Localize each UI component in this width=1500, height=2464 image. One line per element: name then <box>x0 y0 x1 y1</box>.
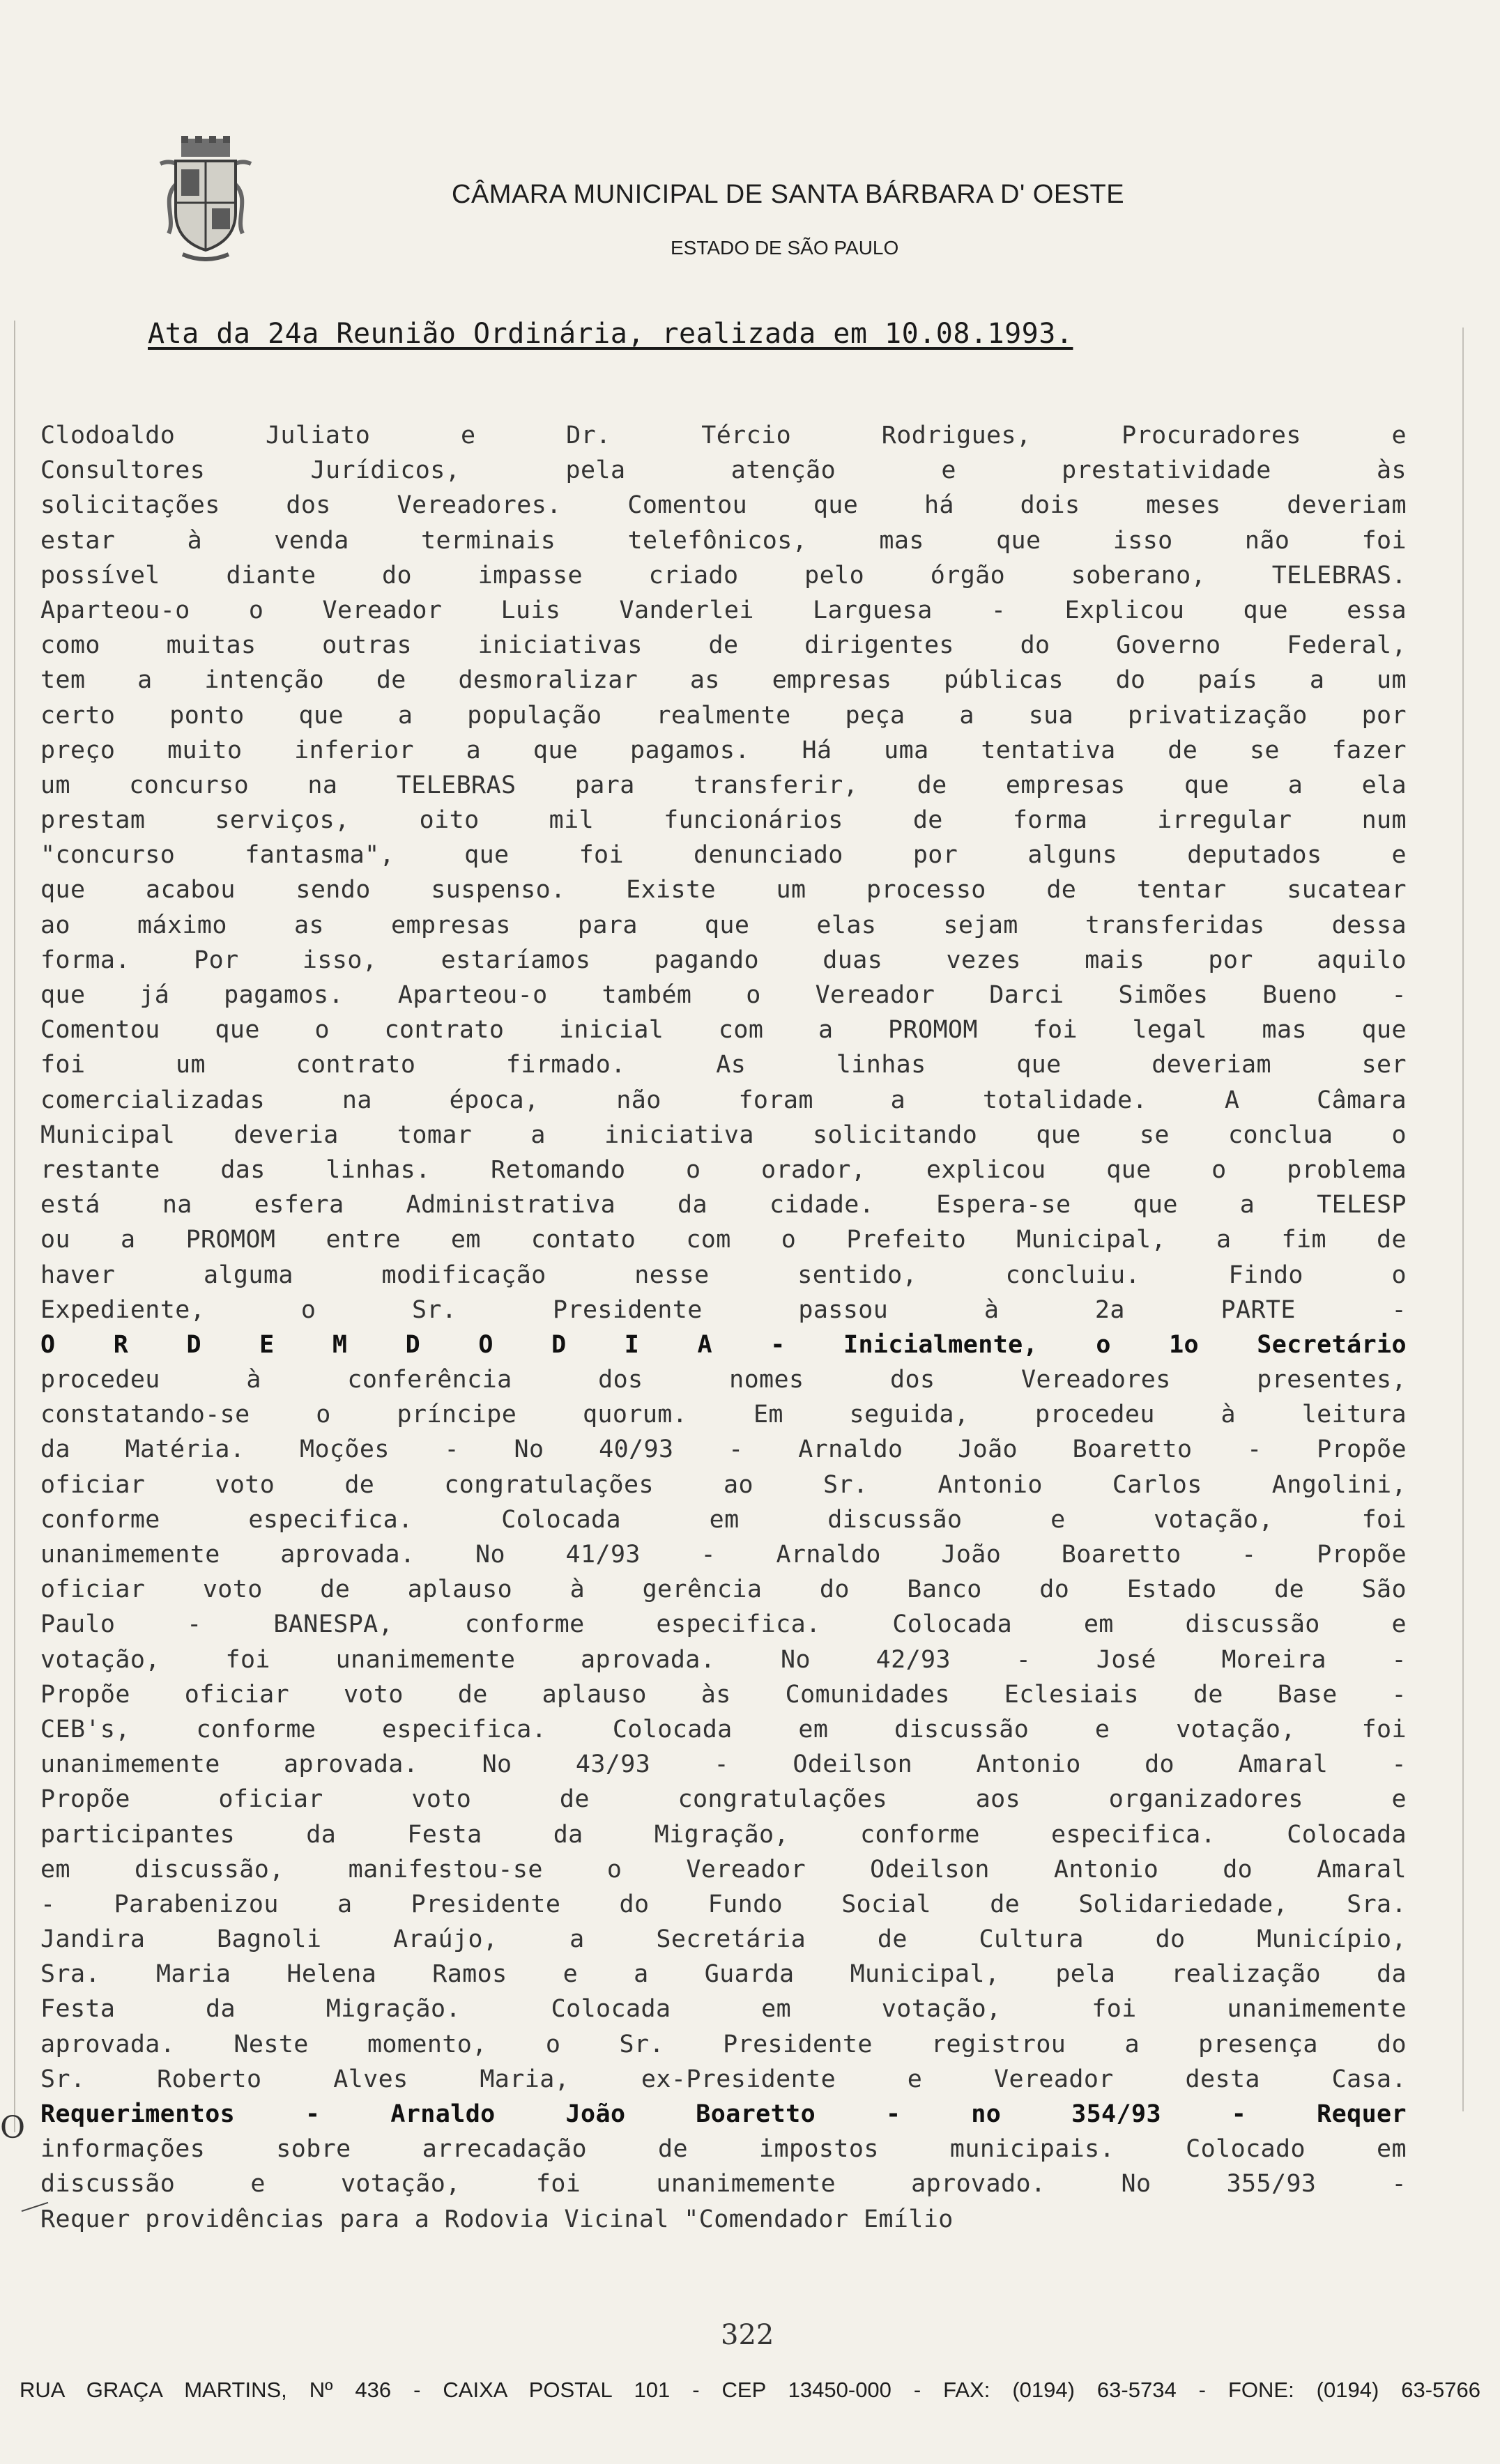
text-line: que acabou sendo suspenso. Existe um processo de tentar sucatear <box>40 876 1407 904</box>
text-line: foi um contrato firmado. As linhas que deveriam ser <box>40 1051 1407 1079</box>
minutes-body <box>40 418 1407 2237</box>
text-line: conforme especifica. Colocada em discussão e votação, foi <box>40 1505 1407 1534</box>
text-line: Sr. Roberto Alves Maria, ex-Presidente e Vereador desta Casa. <box>40 2065 1407 2093</box>
organization-name: CÂMARA MUNICIPAL DE SANTA BÁRBARA D' OESTE <box>452 180 1125 209</box>
text-line: Municipal deveria tomar a iniciativa solicitando que se conclua o <box>40 1121 1407 1149</box>
text-line: Sra. Maria Helena Ramos e a Guarda Municipal, pela realização da <box>40 1960 1407 1989</box>
text-line: solicitações dos Vereadores. Comentou que há dois meses deveriam <box>40 491 1407 520</box>
text-line: um concurso na TELEBRAS para transferir, de empresas que a ela <box>40 771 1407 799</box>
text-line: Aparteou-o o Vereador Luis Vanderlei Larguesa - Explicou que essa <box>40 596 1407 624</box>
page-edge-right <box>1462 328 1464 2111</box>
handwritten-margin-mark: O <box>0 2110 26 2146</box>
text-line: Propõe oficiar voto de congratulações aos organizadores e <box>40 1785 1407 1814</box>
text-line: - Parabenizou a Presidente do Fundo Social de Solidariedade, Sra. <box>40 1890 1407 1918</box>
text-line-requerimentos: Requerimentos - Arnaldo João Boaretto - no 354/93 - Requer <box>40 2100 1407 2128</box>
text-line: oficiar voto de aplauso à gerência do Banco do Estado de São <box>40 1576 1407 1604</box>
text-line: que já pagamos. Aparteou-o também o Vereador Darci Simões Bueno - <box>40 981 1407 1009</box>
state-name: ESTADO DE SÃO PAULO <box>671 237 899 259</box>
text-line: Clodoaldo Juliato e Dr. Tércio Rodrigues, Procuradores e <box>40 422 1407 449</box>
text-line: restante das linhas. Retomando o orador, explicou que o problema <box>40 1155 1407 1184</box>
text-line: tem a intenção de desmoralizar as empresas públicas do país a um <box>40 666 1407 695</box>
municipal-coat-of-arms-icon <box>155 136 257 261</box>
page-number: 322 <box>721 2319 774 2351</box>
text-line: discussão e votação, foi unanimemente aprovado. No 355/93 - <box>40 2170 1407 2199</box>
text-line: forma. Por isso, estaríamos pagando duas vezes mais por aquilo <box>40 946 1407 974</box>
minutes-title: Ata da 24a Reunião Ordinária, realizada em 10.08.1993. <box>148 318 1073 350</box>
text-line-second-part: Expediente, o Sr. Presidente passou à 2a PARTE - <box>40 1295 1407 1324</box>
text-line: Consultores Jurídicos, pela atenção e prestatividade às <box>40 456 1407 485</box>
text-line: unanimemente aprovada. No 43/93 - Odeilson Antonio do Amaral - <box>40 1750 1407 1779</box>
text-line: Festa da Migração. Colocada em votação, foi unanimemente <box>40 1995 1407 2024</box>
text-line: informações sobre arrecadação de impostos municipais. Colocado em <box>40 2135 1407 2164</box>
text-line: como muitas outras iniciativas de dirigentes do Governo Federal, <box>40 631 1407 660</box>
text-line: possível diante do impasse criado pelo órgão soberano, TELEBRAS. <box>40 561 1407 590</box>
text-line: participantes da Festa da Migração, conforme especifica. Colocada <box>40 1820 1407 1849</box>
text-line: Jandira Bagnoli Araújo, a Secretária de Cultura do Município, <box>40 1925 1407 1954</box>
text-line: Paulo - BANESPA, conforme especifica. Colocada em discussão e <box>40 1610 1407 1639</box>
text-line: oficiar voto de congratulações ao Sr. Antonio Carlos Angolini, <box>40 1470 1407 1499</box>
text-line: constatando-se o príncipe quorum. Em seguida, procedeu à leitura <box>40 1401 1407 1429</box>
text-line: estar à venda terminais telefônicos, mas que isso não foi <box>40 526 1407 555</box>
text-line: certo ponto que a população realmente peça a sua privatização por <box>40 701 1407 730</box>
text-line: Propõe oficiar voto de aplauso às Comunidades Eclesiais de Base - <box>40 1680 1407 1709</box>
page-edge-left <box>14 321 15 2132</box>
text-line-ordem-do-dia: O R D E M D O D I A - Inicialmente, o 1o Secretário <box>40 1330 1407 1359</box>
text-line: haver alguma modificação nesse sentido, concluiu. Findo o <box>40 1261 1407 1289</box>
text-line: votação, foi unanimemente aprovada. No 42/93 - José Moreira - <box>40 1645 1407 1674</box>
text-line: Requer providências para a Rodovia Vicinal "Comendador Emílio <box>40 2205 954 2233</box>
text-line: em discussão, manifestou-se o Vereador Odeilson Antonio do Amaral <box>40 1855 1407 1884</box>
text-line: prestam serviços, oito mil funcionários de forma irregular num <box>40 806 1407 835</box>
text-line: ou a PROMOM entre em contato com o Prefeito Municipal, a fim de <box>40 1226 1407 1254</box>
text-line: CEB's, conforme especifica. Colocada em discussão e votação, foi <box>40 1715 1407 1743</box>
footer-address: RUA GRAÇA MARTINS, Nº 436 - CAIXA POSTAL 101 - CEP 13450-000 - FAX: (0194) 63-5734 - FONE: (0194) 63-5766 <box>20 2378 1480 2402</box>
text-line: está na esfera Administrativa da cidade. Espera-se que a TELESP <box>40 1191 1407 1219</box>
text-line: ao máximo as empresas para que elas sejam transferidas dessa <box>40 911 1407 939</box>
text-line: procedeu à conferência dos nomes dos Vereadores presentes, <box>40 1366 1407 1394</box>
text-line: preço muito inferior a que pagamos. Há uma tentativa de se fazer <box>40 736 1407 764</box>
text-line: comercializadas na época, não foram a totalidade. A Câmara <box>40 1086 1407 1114</box>
text-line: unanimemente aprovada. No 41/93 - Arnaldo João Boaretto - Propõe <box>40 1541 1407 1569</box>
text-line: Comentou que o contrato inicial com a PROMOM foi legal mas que <box>40 1016 1407 1045</box>
text-line: "concurso fantasma", que foi denunciado por alguns deputados e <box>40 841 1407 870</box>
text-line: aprovada. Neste momento, o Sr. Presidente registrou a presença do <box>40 2030 1407 2058</box>
text-line-mocoes: da Matéria. Moções - No 40/93 - Arnaldo João Boaretto - Propõe <box>40 1435 1407 1464</box>
